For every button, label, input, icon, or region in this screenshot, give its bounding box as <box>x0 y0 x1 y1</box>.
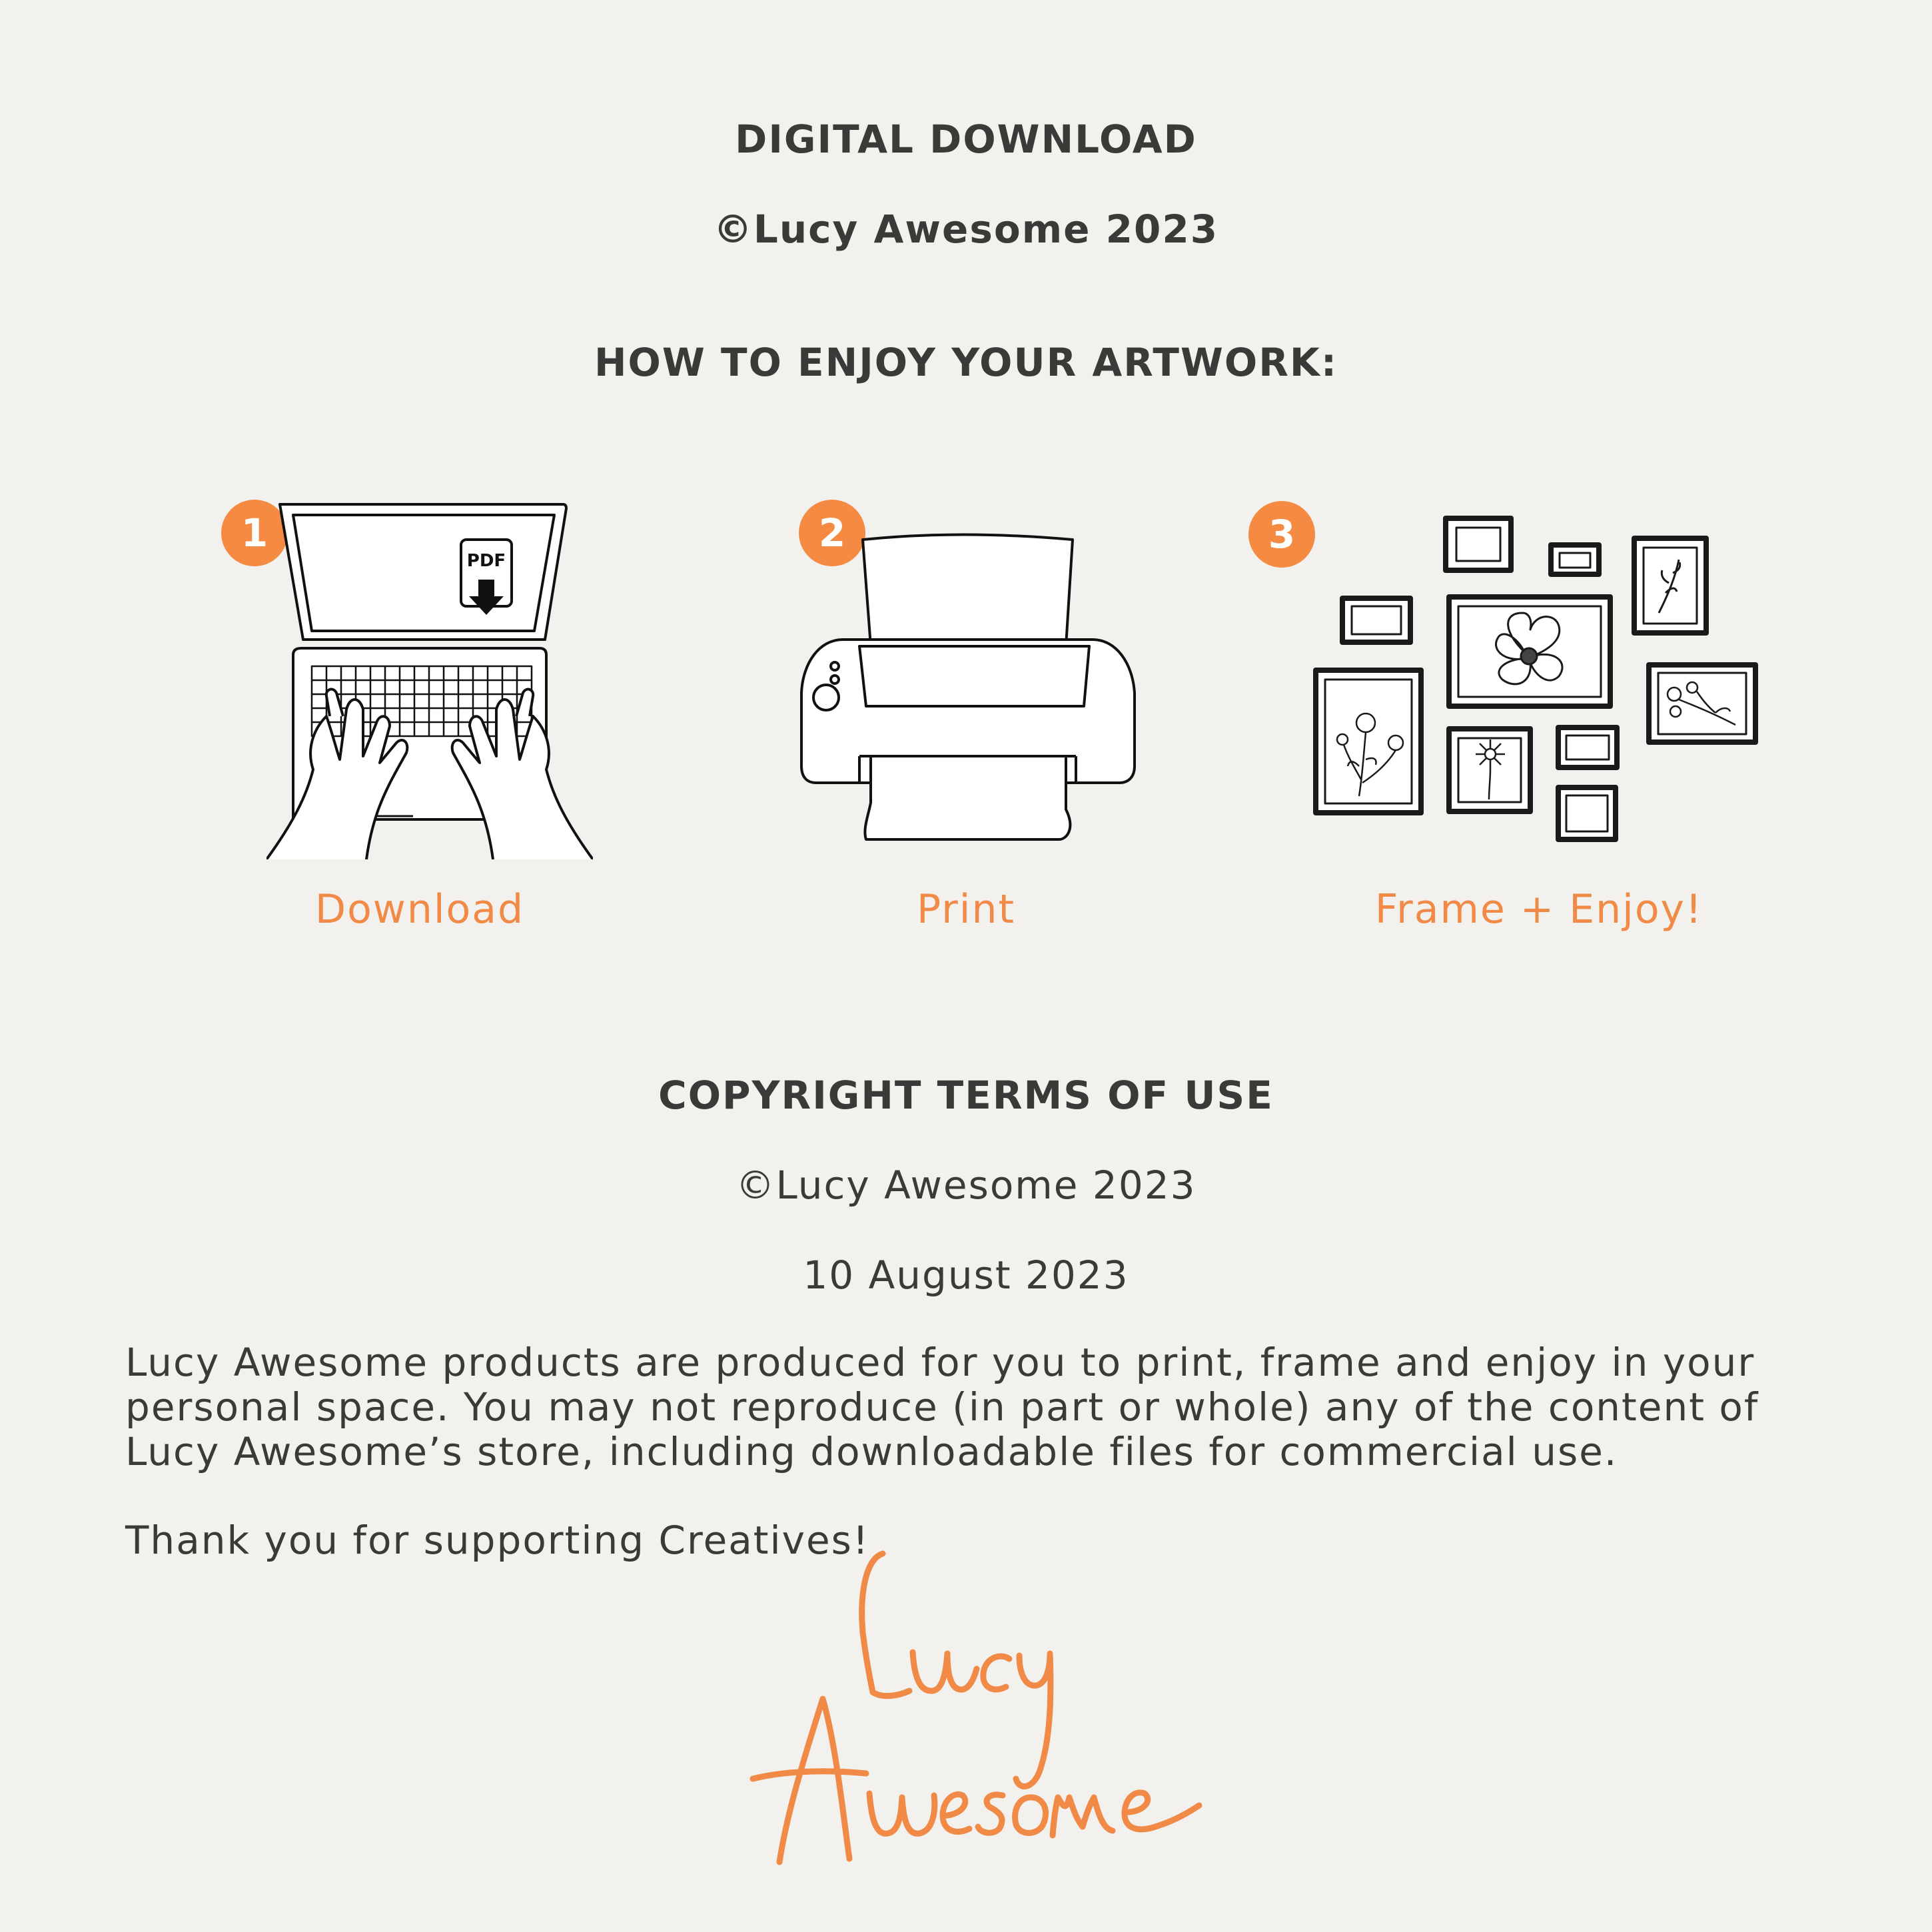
svg-text:PDF: PDF <box>466 551 506 571</box>
step-3-badge: 3 <box>1248 501 1315 568</box>
step-3-label: Frame + Enjoy! <box>1374 886 1703 933</box>
terms-date: 10 August 2023 <box>803 1252 1129 1298</box>
step-1-label: Download <box>314 886 525 933</box>
terms-copyright <box>0 1163 1932 1208</box>
thanks-text: Thank you for supporting Creatives! <box>125 1518 870 1563</box>
terms-paragraph-line-1: Lucy Awesome products are produced for you to print, frame and enjoy in your <box>125 1340 1755 1385</box>
signature-logo <box>739 1532 1206 1879</box>
step-2-label: Print <box>916 886 1016 933</box>
header-copyright-text: Lucy Awesome 2023 <box>753 207 1219 252</box>
copyright-symbol: © <box>735 1163 776 1208</box>
header-copyright <box>0 207 1932 252</box>
digital-download-title: DIGITAL DOWNLOAD <box>735 117 1197 162</box>
terms-copyright-text: Lucy Awesome 2023 <box>775 1163 1197 1208</box>
printer-icon <box>796 530 1139 846</box>
step-1-badge: 1 <box>221 500 288 566</box>
laptop-download-icon <box>266 496 593 859</box>
terms-paragraph-line-3: Lucy Awesome’s store, including downloadable files for commercial use. <box>125 1429 1618 1474</box>
step-2-badge: 2 <box>799 500 865 566</box>
howto-title: HOW TO ENJOY YOUR ARTWORK: <box>594 340 1338 385</box>
terms-paragraph-line-2: personal space. You may not reproduce (in part or whole) any of the content of <box>125 1384 1759 1430</box>
gallery-wall-icon <box>1302 513 1769 853</box>
terms-title: COPYRIGHT TERMS OF USE <box>658 1073 1274 1118</box>
copyright-symbol: © <box>713 207 753 252</box>
